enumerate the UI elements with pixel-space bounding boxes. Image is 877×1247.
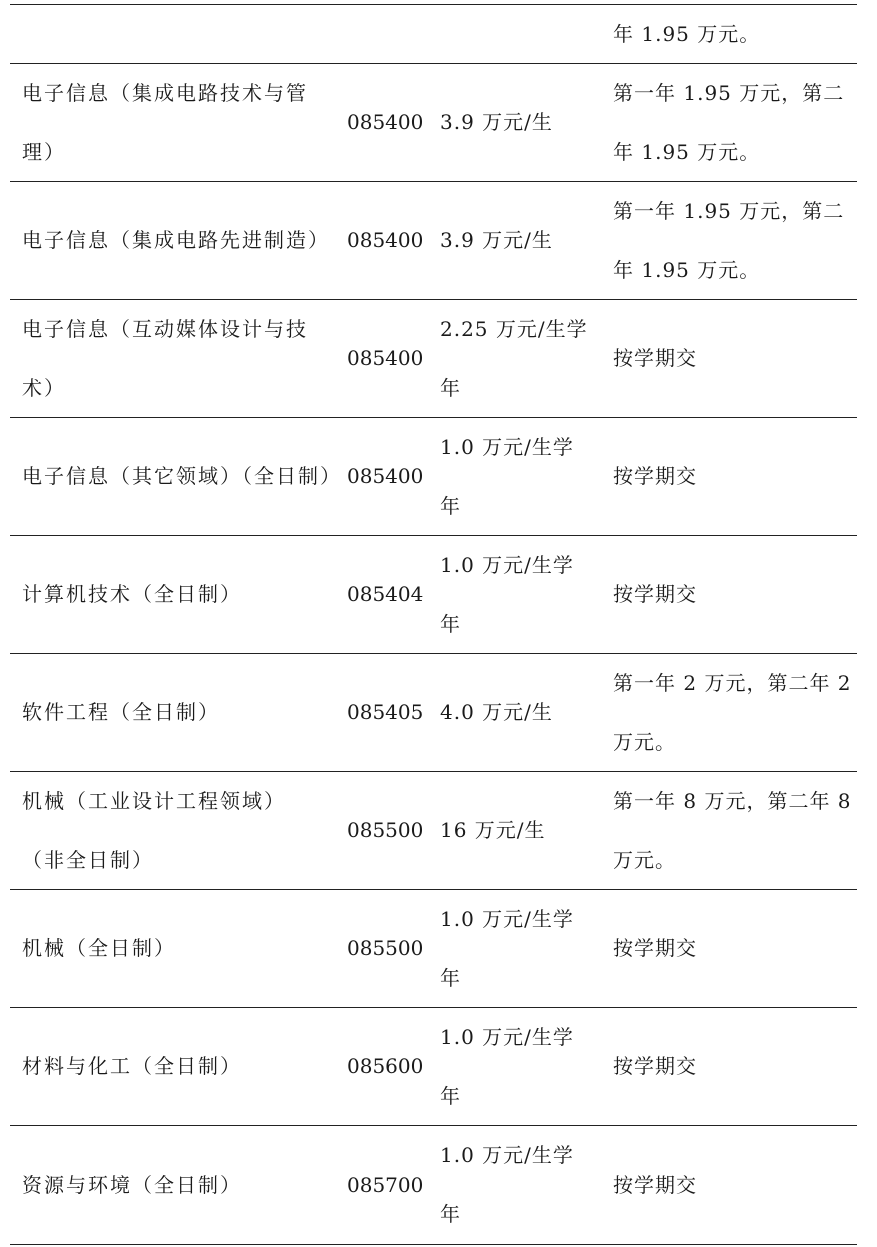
- payment-note-cell: [603, 772, 857, 889]
- program-code-cell: [337, 64, 430, 181]
- tuition-fee: 1.0 万元/生学 年: [440, 434, 574, 518]
- payment-note-cell: [603, 182, 857, 299]
- program-name-cell: [10, 5, 337, 63]
- tuition-fee-cell: [430, 5, 603, 63]
- program-name-cell: [10, 1008, 337, 1125]
- program-code-cell: [337, 5, 430, 63]
- program-name-cell: [10, 890, 337, 1007]
- program-name: 电子信息（集成电路先进制造）: [22, 228, 330, 252]
- tuition-fee-cell: [430, 772, 603, 889]
- table-row: [10, 890, 857, 1008]
- payment-note: 按学期交: [613, 346, 697, 370]
- program-code-cell: [337, 772, 430, 889]
- table-row: [10, 300, 857, 418]
- program-code-cell: [337, 890, 430, 1007]
- payment-note: 按学期交: [613, 464, 697, 488]
- payment-note-cell: [603, 1126, 857, 1244]
- program-code: 085400: [347, 346, 424, 370]
- tuition-fee-cell: [430, 182, 603, 299]
- program-name: 资源与环境（全日制）: [22, 1172, 242, 1197]
- tuition-fee-cell: [430, 418, 603, 535]
- program-name: 机械（工业设计工程领域） （非全日制）: [22, 788, 286, 872]
- table-row: [10, 5, 857, 64]
- program-name-cell: [10, 64, 337, 181]
- payment-note-cell: [603, 890, 857, 1007]
- program-code: 085400: [347, 464, 424, 488]
- program-name-cell: [10, 772, 337, 889]
- payment-note-cell: [603, 64, 857, 181]
- program-name-cell: [10, 1126, 337, 1244]
- tuition-fee: 16 万元/生: [440, 818, 546, 842]
- tuition-fee: 3.9 万元/生: [440, 110, 553, 134]
- program-name: 电子信息（集成电路技术与管 理）: [22, 80, 308, 164]
- tuition-fee: 1.0 万元/生学 年: [440, 906, 574, 990]
- program-code-cell: [337, 536, 430, 653]
- payment-note-cell: [603, 654, 857, 771]
- program-code: 085600: [347, 1054, 424, 1078]
- program-name: 电子信息（其它领域）（全日制）: [22, 464, 342, 488]
- tuition-fee-cell: [430, 1126, 603, 1244]
- tuition-fee-cell: [430, 536, 603, 653]
- payment-note: 第一年 1.95 万元，第二 年 1.95 万元。: [613, 198, 845, 282]
- program-code: 085700: [347, 1172, 424, 1197]
- payment-note-cell: [603, 1008, 857, 1125]
- program-name: 电子信息（互动媒体设计与技 术）: [22, 316, 308, 400]
- payment-note: 第一年 8 万元，第二年 8 万元。: [613, 788, 852, 872]
- table-row: [10, 772, 857, 890]
- tuition-fee: 1.0 万元/生学 年: [440, 552, 574, 636]
- table-row: [10, 1126, 857, 1245]
- tuition-fee: 4.0 万元/生: [440, 700, 553, 724]
- program-code: 085500: [347, 818, 424, 842]
- tuition-fee-cell: [430, 1008, 603, 1125]
- program-code: 085500: [347, 936, 424, 960]
- tuition-fee: 3.9 万元/生: [440, 228, 553, 252]
- program-name: 机械（全日制）: [22, 936, 176, 960]
- payment-note: 按学期交: [613, 936, 697, 960]
- program-code-cell: [337, 1008, 430, 1125]
- tuition-fee: 1.0 万元/生学 年: [440, 1143, 574, 1226]
- tuition-fee: 2.25 万元/生学 年: [440, 316, 588, 400]
- tuition-fee-cell: [430, 654, 603, 771]
- payment-note: 第一年 2 万元，第二年 2 万元。: [613, 670, 852, 754]
- payment-note-cell: [603, 5, 857, 63]
- program-code: 085405: [347, 700, 424, 724]
- program-code-cell: [337, 418, 430, 535]
- table-row: [10, 182, 857, 300]
- tuition-fee-cell: [430, 890, 603, 1007]
- program-name: 软件工程（全日制）: [22, 700, 220, 724]
- payment-note: 年 1.95 万元。: [613, 21, 761, 46]
- program-code: 085404: [347, 582, 424, 606]
- payment-note: 按学期交: [613, 1172, 697, 1197]
- program-code: 085400: [347, 228, 424, 252]
- tuition-fee: 1.0 万元/生学 年: [440, 1024, 574, 1108]
- table-row: [10, 654, 857, 772]
- tuition-fee-cell: [430, 300, 603, 417]
- payment-note-cell: [603, 418, 857, 535]
- tuition-table: [10, 4, 857, 1245]
- program-name: 计算机技术（全日制）: [22, 582, 242, 606]
- program-name-cell: [10, 654, 337, 771]
- tuition-fee-cell: [430, 64, 603, 181]
- program-name-cell: [10, 182, 337, 299]
- payment-note-cell: [603, 536, 857, 653]
- program-name-cell: [10, 536, 337, 653]
- payment-note-cell: [603, 300, 857, 417]
- program-name-cell: [10, 418, 342, 535]
- program-code: 085400: [347, 110, 424, 134]
- payment-note: 按学期交: [613, 582, 697, 606]
- table-row: [10, 1008, 857, 1126]
- table-row: [10, 418, 857, 536]
- program-name-cell: [10, 300, 337, 417]
- program-code-cell: [337, 300, 430, 417]
- program-code-cell: [337, 182, 430, 299]
- payment-note: 第一年 1.95 万元，第二 年 1.95 万元。: [613, 80, 845, 164]
- program-code-cell: [337, 1126, 430, 1244]
- payment-note: 按学期交: [613, 1054, 697, 1078]
- table-row: [10, 64, 857, 182]
- table-row: [10, 536, 857, 654]
- program-code-cell: [337, 654, 430, 771]
- program-name: 材料与化工（全日制）: [22, 1054, 242, 1078]
